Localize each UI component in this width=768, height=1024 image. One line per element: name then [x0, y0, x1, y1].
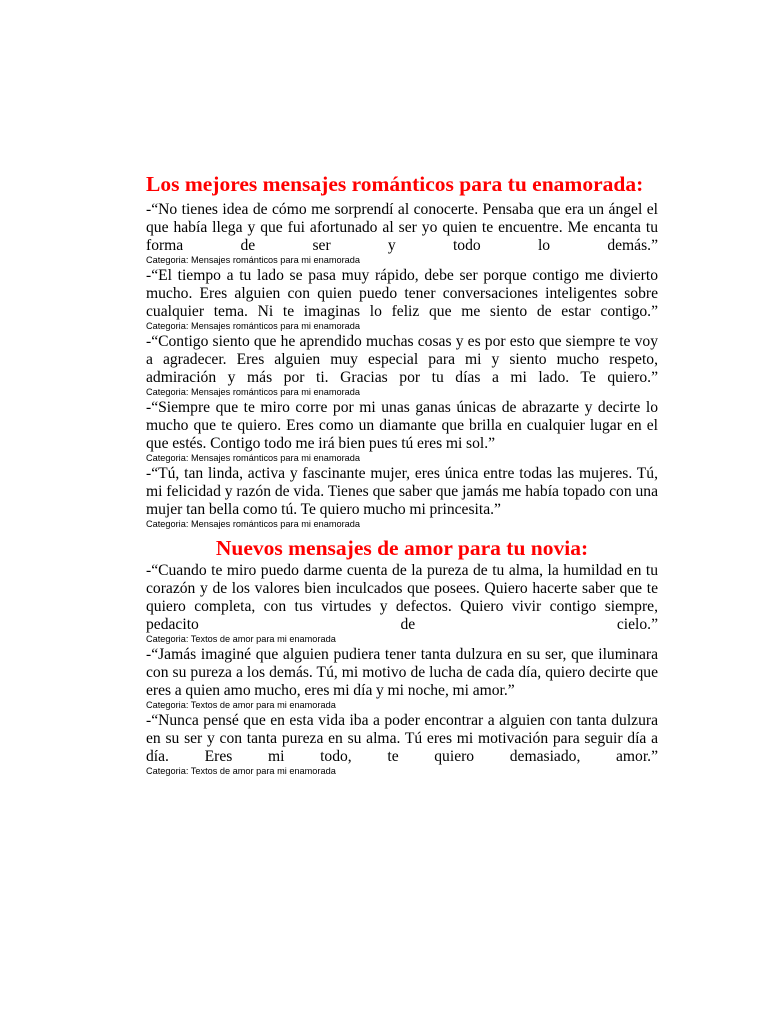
message-category: Categoria: Mensajes románticos para mi enamorada [146, 519, 360, 529]
section-heading-love-messages: Nuevos mensajes de amor para tu novia: [215, 536, 589, 560]
message-category: Categoria: Mensajes románticos para mi enamorada [146, 387, 360, 397]
message-category: Categoria: Mensajes románticos para mi enamorada [146, 321, 360, 331]
section-romantic-messages [146, 201, 658, 530]
message-text: -“Tú, tan linda, activa y fascinante mujer, eres única entre todas las mujeres. Tú, mi felicidad y razón de vida. Tienes que saber que jamás me había topado con una mujer tan bella como tú. Te quiero mucho mi princesita.” [146, 465, 658, 518]
message-category: Categoria: Textos de amor para mi enamorada [146, 700, 336, 710]
message-text: -“Cuando te miro puedo darme cuenta de la pureza de tu alma, la humildad en tu corazón y de los valores bien inculcados que posees. Quiero hacerte saber que te quiero completa, con tus virtudes y defectos. Quiero vivir contigo siempre, pedacito de cielo.” [146, 562, 658, 633]
message-category: Categoria: Textos de amor para mi enamorada [146, 766, 336, 776]
message-text: -“El tiempo a tu lado se pasa muy rápido, debe ser porque contigo me divierto mucho. Eres alguien con quien puedo tener conversaciones inteligentes sobre cualquier tema. Ni te imaginas lo feliz que me siento de estar contigo.” [146, 267, 658, 320]
message-category: Categoria: Mensajes románticos para mi enamorada [146, 255, 360, 265]
message-category: Categoria: Textos de amor para mi enamorada [146, 634, 336, 644]
message-text: -“Contigo siento que he aprendido muchas cosas y es por esto que siempre te voy a agradecer. Eres alguien muy especial para mi y siento mucho respeto, admiración y más por ti. Gracias por tu días a mi lado. Te quiero.” [146, 333, 658, 386]
message-category: Categoria: Mensajes románticos para mi enamorada [146, 453, 360, 463]
message-text: -“Nunca pensé que en esta vida iba a poder encontrar a alguien con tanta dulzura en su ser y con tanta pureza en su alma. Tú eres mi motivación para seguir día a día. Eres mi todo, te quiero demasiado, amor.” [146, 712, 658, 765]
section-love-messages [146, 562, 658, 777]
section-heading-romantic-messages: Los mejores mensajes románticos para tu enamorada: [146, 172, 644, 196]
message-text: -“Jamás imaginé que alguien pudiera tener tanta dulzura en su ser, que iluminara con su pureza a los demás. Tú, mi motivo de lucha de cada día, quiero decirte que eres a quien amo mucho, eres mi día y mi noche, mi amor.” [146, 646, 658, 699]
document-page [146, 172, 658, 778]
message-text: -“Siempre que te miro corre por mi unas ganas únicas de abrazarte y decirte lo mucho que te quiero. Eres como un diamante que brilla en cualquier lugar en el que estés. Contigo todo me irá bien pues tú eres mi sol.” [146, 399, 658, 452]
message-text: -“No tienes idea de cómo me sorprendí al conocerte. Pensaba que era un ángel el que había llega y que fui afortunado al ser yo quien te encuentre. Me encanta tu forma de ser y todo lo demás.” [146, 201, 658, 254]
